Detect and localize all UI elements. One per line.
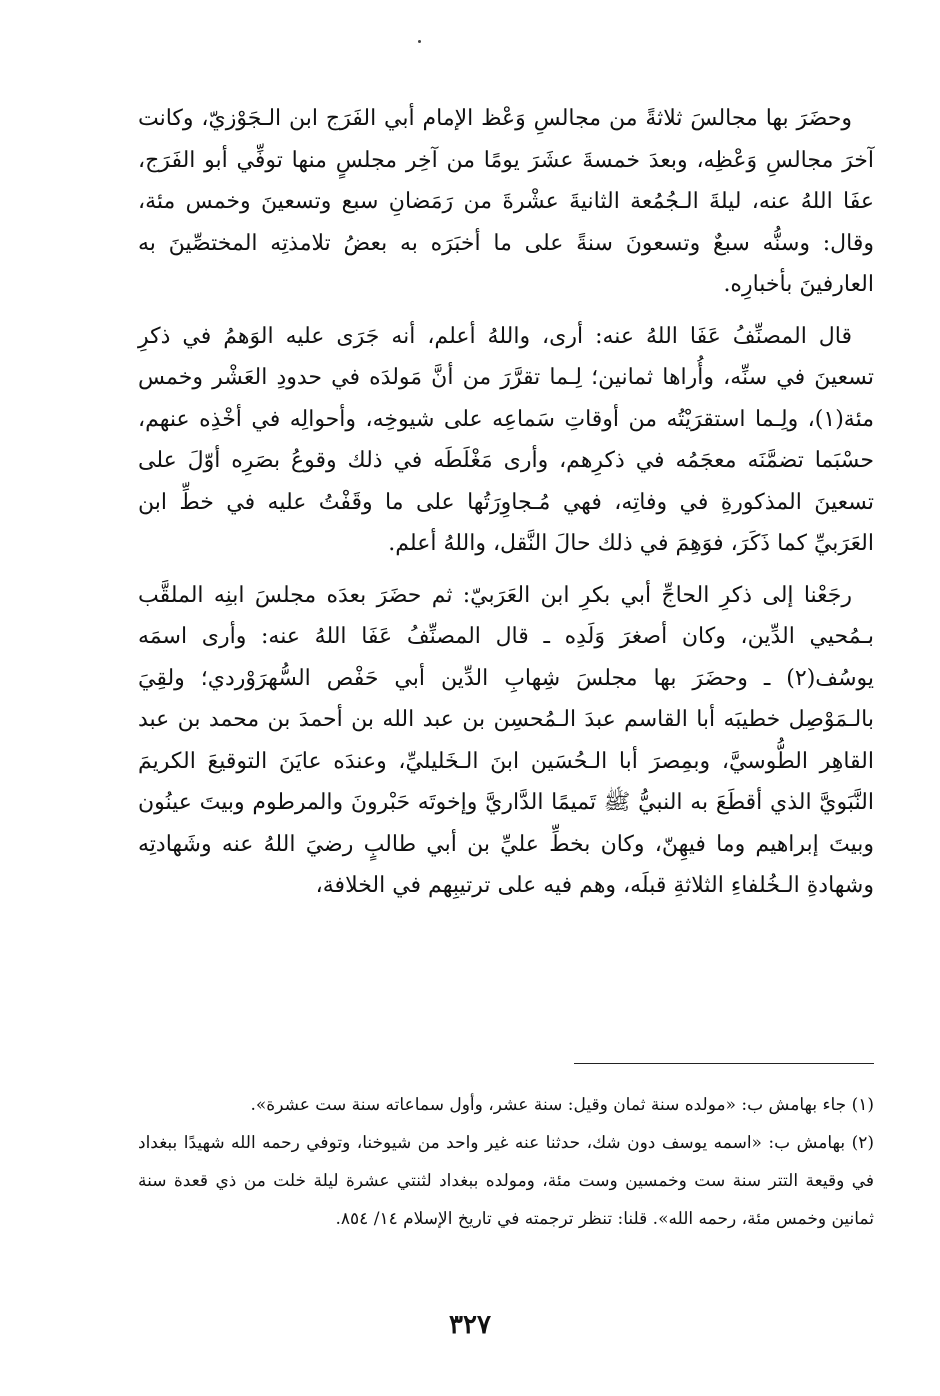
page-number: ٣٢٧ <box>449 1310 491 1340</box>
main-text <box>138 98 874 907</box>
footnote-divider <box>574 1063 874 1064</box>
footnote-1: (١) جاء بهامش ب: «مولده سنة ثمان وقيل: سنة عشر، وأول سماعاته سنة ست عشرة». <box>250 1095 874 1115</box>
ink-speck <box>418 40 421 43</box>
footnote-2: (٢) بهامش ب: «اسمه يوسف دون شك، حدثنا عنه غير واحد من شيوخنا، وتوفي رحمه الله شهيدًا ببغداد في وقيعة التتر سنة ست وخمسين وست مئة، ومولده ببغداد لثنتي عشرة ليلة خلت من ذي قعدة سنة ثمانين وخمس مئة، رحمه الله». قلنا: تنظر ترجمته في تاريخ الإسلام ١٤/ ٨٥٤. <box>138 1133 874 1229</box>
paragraph-1: وحضَرَ بها مجالسَ ثلاثةً من مجالسِ وَعْظ الإمام أبي الفَرَج ابن الـجَوْزيّ، وكانت آخرَ مجالسِ وَعْظِه، وبعدَ خمسةَ عشَرَ يومًا من آخِر مجلسٍ منها توفِّي أبو الفَرَج، عفَا اللهُ عنه، ليلةَ الـجُمُعة الثانيةَ عشْرةَ من رَمَضانِ سبع وتسعينَ وخمس مئة، وقال: وسنُّه سبعٌ وتسعونَ سنةً على ما أخبَرَه به بعضُ تلامذتِه المختصِّينَ به العارفينَ بأخبارِه. <box>138 106 874 297</box>
paragraph-2: قال المصنِّفُ عَفَا اللهُ عنه: أرى، واللهُ أعلم، أنه جَرَى عليه الوَهمُ في ذكرِ تسعينَ في سنِّه، وأُراها ثمانين؛ لِـما تقرَّرَ من أنَّ مَولدَه في حدودِ العَشْر وخمس مئة(١)، ولِـما استقرَيْتُه من أوقاتِ سَماعِه على شيوخِه، وأحوالِه في أخْذِه عنهم، حسْبَما تضمَّنَه معجَمُه في ذكرِهم، وأرى مَغْلَطَه في ذلك وقوعُ بصَرِه أوّلَ على تسعينَ المذكورةِ في وفاتِه، فهي مُـجاوِرَتُها على ما وقَفْتُ عليه في خطِّ ابن العَرَبيِّ كما ذَكَرَ، فوَهِمَ في ذلك حالَ النَّقل، واللهُ أعلم. <box>138 323 874 556</box>
paragraph-3: رجَعْنا إلى ذكرِ الحاجِّ أبي بكرِ ابن العَرَبيّ: ثم حضَرَ بعدَه مجلسَ ابنِه الملقَّب بـمُحيي الدِّين، وكان أصغرَ وَلَدِه ـ قال المصنِّفُ عَفَا اللهُ عنه: وأرى اسمَه يوسُف(٢) ـ وحضَرَ بها مجلسَ شِهابِ الدِّين أبي حَفْص السُّهرَوْردي؛ ولقِيَ بالـمَوْصِل خطيبَه أبا القاسم عبدَ الـمُحسِن بن عبد الله بن أحمدَ بن محمد بن عبد القاهِر الطُّوسيَّ، وبمِصرَ أبا الـحُسَين ابنَ الـخَليليِّ، وعندَه عايَنَ التوقيعَ الكريمَ النَّبَويَّ الذي أقطَعَ به النبيُّ ﷺ تَميمًا الدَّاريَّ وإخوتَه حَبْرونَ والمرطوم وبيتَ عينُون وبيتَ إبراهيم وما فيهِنّ، وكان بخطِّ عليِّ بن أبي طالبٍ رضيَ اللهُ عنه وشَهادتِه وشهادةِ الـخُلفاءِ الثلاثةِ قبلَه، وهم فيه على ترتيبِهم في الخلافة، <box>138 582 874 898</box>
footnotes <box>138 1086 874 1238</box>
